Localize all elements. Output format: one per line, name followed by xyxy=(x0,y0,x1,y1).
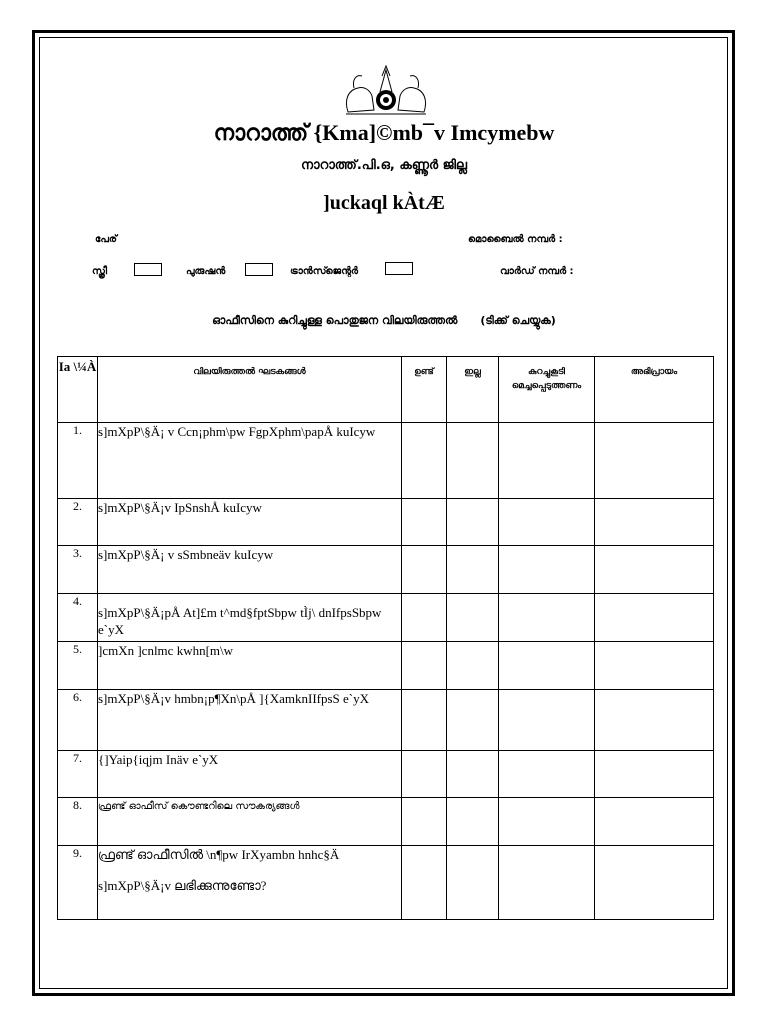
table-row xyxy=(58,594,714,642)
male-label: പുരുഷൻ xyxy=(186,266,226,277)
yes-cell[interactable] xyxy=(402,423,447,499)
row-criterion: s]mXpP\§Ä¡ v sSmbneäv kuIcyw xyxy=(98,546,402,594)
row-criterion: s]mXpP\§Ä¡ v Ccn¡phm\pw FgpXphm\papÅ kuIcyw xyxy=(98,423,402,499)
improve-cell[interactable] xyxy=(499,846,595,920)
male-checkbox[interactable] xyxy=(245,263,273,276)
table-row xyxy=(58,751,714,798)
opinion-cell[interactable] xyxy=(595,690,714,751)
table-row xyxy=(58,642,714,690)
yes-cell[interactable] xyxy=(402,499,447,546)
row-criterion xyxy=(98,846,402,920)
assessment-table xyxy=(57,356,714,920)
header-criteria: വിലയിരുത്തൽ ഘടകങ്ങൾ xyxy=(98,357,402,423)
header-no: ഇല്ല xyxy=(447,357,499,423)
instruction-text: ഓഫീസിനെ കുറിച്ചുള്ള പൊതുജന വിലയിരുത്തൽ xyxy=(212,314,458,327)
improve-cell[interactable] xyxy=(499,423,595,499)
instruction xyxy=(0,314,768,328)
kerala-emblem-icon xyxy=(340,62,432,118)
row-number: 2. xyxy=(58,499,98,546)
opinion-cell[interactable] xyxy=(595,642,714,690)
row-number: 1. xyxy=(58,423,98,499)
improve-cell[interactable] xyxy=(499,642,595,690)
opinion-cell[interactable] xyxy=(595,751,714,798)
improve-cell[interactable] xyxy=(499,546,595,594)
row-criterion-line1: ഫ്രണ്ട് ഓഫീസിൽ \n¶pw IrXyambn hnhc§Ä xyxy=(98,847,340,862)
improve-cell[interactable] xyxy=(499,690,595,751)
table-row xyxy=(58,499,714,546)
no-cell[interactable] xyxy=(447,751,499,798)
table-row xyxy=(58,846,714,920)
header-yes: ഉണ്ട് xyxy=(402,357,447,423)
no-cell[interactable] xyxy=(447,546,499,594)
row-number: 7. xyxy=(58,751,98,798)
improve-cell[interactable] xyxy=(499,751,595,798)
yes-cell[interactable] xyxy=(402,846,447,920)
improve-cell[interactable] xyxy=(499,594,595,642)
instruction-note: (ടിക്ക് ചെയ്യുക) xyxy=(480,314,556,327)
header-opinion: അഭിപ്രായം xyxy=(595,357,714,423)
row-number: 5. xyxy=(58,642,98,690)
header-improve: കുറച്ചുകൂടി മെച്ചപ്പെടുത്തണം xyxy=(499,357,595,423)
transgender-checkbox[interactable] xyxy=(385,262,413,275)
opinion-cell[interactable] xyxy=(595,846,714,920)
no-cell[interactable] xyxy=(447,690,499,751)
table-row xyxy=(58,546,714,594)
row-number: 9. xyxy=(58,846,98,920)
yes-cell[interactable] xyxy=(402,546,447,594)
header-sl-no: Ia \¼À xyxy=(58,357,98,423)
opinion-cell[interactable] xyxy=(595,546,714,594)
office-title: നാറാത്ത് {Kma]©mb¯v Imcymebw xyxy=(213,120,555,145)
improve-cell[interactable] xyxy=(499,499,595,546)
row-number: 4. xyxy=(58,594,98,642)
table-row xyxy=(58,423,714,499)
yes-cell[interactable] xyxy=(402,594,447,642)
no-cell[interactable] xyxy=(447,499,499,546)
opinion-cell[interactable] xyxy=(595,594,714,642)
survey-heading: ]uckaql kÀtÆ xyxy=(323,192,445,214)
row-criterion-line2: s]mXpP\§Ä¡v ലഭിക്കുന്നുണ്ടോ? xyxy=(98,878,267,893)
row-criterion: ]cmXn ]cnlmc kwhn[m\w xyxy=(98,642,402,690)
table-row xyxy=(58,798,714,846)
opinion-cell[interactable] xyxy=(595,423,714,499)
table-header-row xyxy=(58,357,714,423)
no-cell[interactable] xyxy=(447,846,499,920)
row-criterion: s]mXpP\§Ä¡v hmbn¡p¶Xn\pÅ ]{XamknIIfpsS e`yX xyxy=(98,690,402,751)
office-address: നാറാത്ത്.പി.ഒ, കണ്ണൂർ ജില്ല xyxy=(300,158,468,173)
yes-cell[interactable] xyxy=(402,798,447,846)
no-cell[interactable] xyxy=(447,798,499,846)
yes-cell[interactable] xyxy=(402,751,447,798)
row-criterion: ഫ്രണ്ട് ഓഫീസ് കൌണ്ടറിലെ സൗകര്യങ്ങൾ xyxy=(98,798,402,846)
row-number: 3. xyxy=(58,546,98,594)
opinion-cell[interactable] xyxy=(595,499,714,546)
yes-cell[interactable] xyxy=(402,690,447,751)
transgender-label: ട്രാൻസ്ജെന്റർ xyxy=(290,266,359,277)
opinion-cell[interactable] xyxy=(595,798,714,846)
no-cell[interactable] xyxy=(447,423,499,499)
ward-label: വാർഡ് നമ്പർ : xyxy=(500,266,574,277)
improve-cell[interactable] xyxy=(499,798,595,846)
yes-cell[interactable] xyxy=(402,642,447,690)
no-cell[interactable] xyxy=(447,594,499,642)
row-number: 8. xyxy=(58,798,98,846)
row-criterion: s]mXpP\§Ä¡v IpSnshÅ kuIcyw xyxy=(98,499,402,546)
table-row xyxy=(58,690,714,751)
row-criterion: s]mXpP\§Ä¡pÅ At]£m t^md§fptSbpw tÌj\ dnIfpsSbpw e`yX xyxy=(98,594,402,642)
row-criterion: {]Yaip{iqjm Inäv e`yX xyxy=(98,751,402,798)
female-checkbox[interactable] xyxy=(134,263,162,276)
no-cell[interactable] xyxy=(447,642,499,690)
name-label: പേര് xyxy=(95,234,117,245)
female-label: സ്ത്രീ xyxy=(92,266,107,277)
mobile-label: മൊബൈൽ നമ്പർ : xyxy=(468,234,563,245)
row-number: 6. xyxy=(58,690,98,751)
